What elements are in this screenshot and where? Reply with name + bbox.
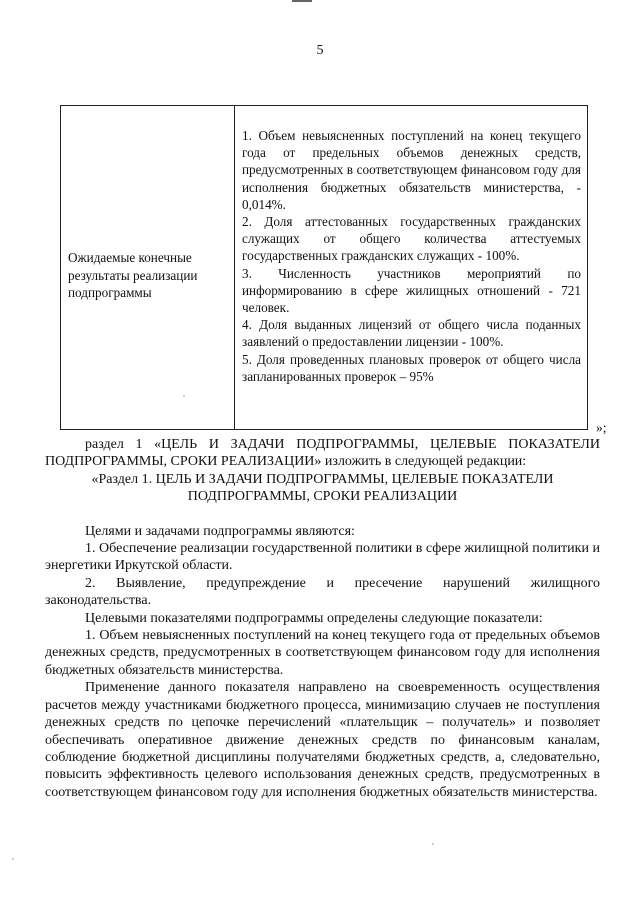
result-item-4: 4. Доля выданных лицензий от общего числа поданных заявлений о предоставлении лицензии - 100%. [242, 317, 581, 350]
document-body [45, 436, 600, 801]
results-table [60, 105, 588, 430]
scan-speck [12, 858, 14, 860]
result-item-1: 1. Объем невыясненных поступлений на конец текущего года от предельных объемов денежных средств, предусмотренных в соответствующем финансовом году для исполнения бюджетных обязательств министерства, - 0,014%. [242, 128, 581, 212]
table-left-label: Ожидаемые конечные результаты реализации подпрограммы [68, 250, 198, 300]
goal-item-2: 2. Выявление, предупреждение и пресечение нарушений жилищного законодательства. [45, 575, 600, 609]
scan-speck [432, 843, 434, 845]
indicator-explanation: Применение данного показателя направлено на своевременность осуществления расчетов между участниками бюджетного процесса, минимизацию случаев не поступления денежных средств по цепочке перечислений «плательщик – получатель» и позволяет обеспечивать оперативное движение денежных средств по финансовым каналам, соблюдение бюджетной дисциплины получателями бюджетных средств, а, следовательно, повысить эффективность целевого использования денежных средств, предусмотренных в соответствующем финансовом году для исполнения бюджетных обязательств министерства. [45, 680, 600, 800]
table-column-divider [234, 106, 235, 429]
result-item-2: 2. Доля аттестованных государственных гражданских служащих от общего количества аттестуемых государственных гражданских служащих - 100%. [242, 214, 581, 264]
table-right-cell [242, 127, 581, 385]
page-number: 5 [316, 43, 324, 58]
result-item-3: 3. Численность участников мероприятий по информированию в сфере жилищных отношений - 721 человек. [242, 265, 581, 316]
goal-item-1: 1. Обеспечение реализации государственной политики в сфере жилищной политики и энергетики Иркутской области. [45, 541, 600, 574]
indicators-intro: Целевыми показателями подпрограммы определены следующие показатели: [85, 610, 543, 626]
goals-intro: Целями и задачами подпрограммы являются: [85, 523, 355, 539]
indicator-item-1: 1. Объем невыясненных поступлений на конец текущего года от предельных объемов денежных средств, предусмотренных в соответствующем финансовом году для исполнения бюджетных обязательств министерства. [45, 628, 600, 678]
table-closing-mark: »; [596, 420, 607, 435]
intro-paragraph: раздел 1 «ЦЕЛЬ И ЗАДАЧИ ПОДПРОГРАММЫ, ЦЕЛЕВЫЕ ПОКАЗАТЕЛИ ПОДПРОГРАММЫ, СРОКИ РЕАЛИЗАЦИИ» изложить в следующей редакции: [45, 437, 600, 470]
result-item-5: 5. Доля проведенных плановых проверок от общего числа запланированных проверок – 95% [242, 351, 581, 384]
section-heading: «Раздел 1. ЦЕЛЬ И ЗАДАЧИ ПОДПРОГРАММЫ, ЦЕЛЕВЫЕ ПОКАЗАТЕЛИ ПОДПРОГРАММЫ, СРОКИ РЕАЛИЗАЦИИ [91, 471, 554, 505]
scan-speck [183, 395, 185, 397]
top-mark [292, 0, 312, 2]
